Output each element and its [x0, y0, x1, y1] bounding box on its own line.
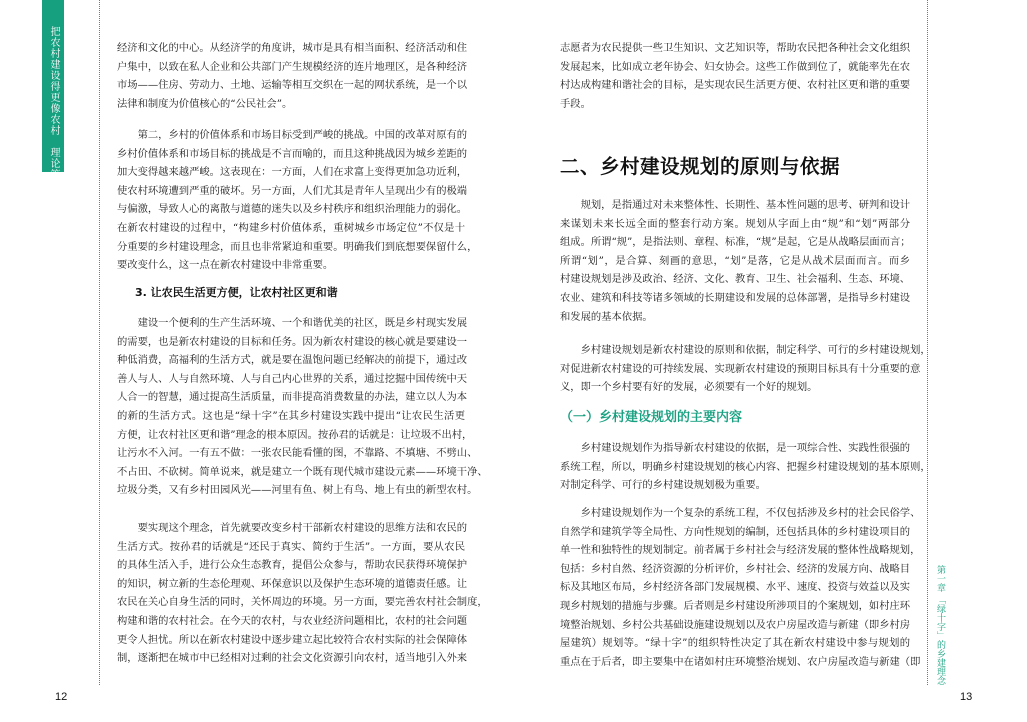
text-line: 更令人担忧。所以在新农村建设中逐步建立起比较符合农村实际的社会保障体 — [117, 633, 468, 646]
text-line: 对制定科学、可行的乡村建设规划极为重要。 — [560, 479, 766, 492]
text-line: 人合一的智慧，通过提高生活质量，而非提高消费数量的办法，建立以人为本 — [117, 391, 468, 404]
text-line: 发展起来，比如成立老年协会、妇女协会。这些工作做到位了，就能率先在农 — [560, 60, 911, 73]
text-line: 对促进新农村建设的可持续发展、实现新农村建设的预期目标具有十分重要的意 — [560, 362, 921, 375]
running-head-left: 把农村建设得更像农村 理论篇 — [48, 26, 59, 180]
text-line: 系统工程，所以，明确乡村建设规划的核心内容、把握乡村建设规划的基本原则， — [560, 460, 931, 473]
right-paragraph-3 — [560, 341, 931, 397]
left-subheading: 3. 让农民生活更方便，让农村社区更和谐 — [135, 286, 338, 299]
running-head-tab — [42, 0, 64, 180]
text-line: 来谋划未来长远全面的整套行动方案。规划从字面上由“规”和“划”两部分 — [560, 217, 910, 230]
right-paragraph-1 — [560, 39, 910, 113]
text-line: 重点在于后者，即主要集中在诸如村庄环境整治规划、农户房屋改造与新建（即 — [560, 655, 921, 668]
left-paragraph-2 — [117, 126, 478, 275]
text-line: 和发展的基本依据。 — [560, 310, 653, 323]
text-line: 垃圾分类，又有乡村田园风光——河里有鱼、树上有鸟、地上有虫的新型农村。 — [117, 484, 478, 497]
subsection-title: （一）乡村建设规划的主要内容 — [560, 410, 743, 425]
text-line: 市场——住房、劳动力、土地、运输等相互交织在一起的网状系统，是一个以 — [117, 79, 468, 92]
text-line: 标及其地区布局，乡村经济各部门发展规模、水平、速度、投资与效益以及实 — [560, 581, 911, 594]
text-line: 乡村建设规划作为一个复杂的系统工程，不仅包括涉及乡村的社会民俗学、 — [580, 507, 921, 519]
text-line: 手段。 — [560, 97, 591, 110]
right-paragraph-4 — [560, 439, 931, 495]
text-line: 建设一个便利的生产生活环境、一个和谐优美的社区，既是乡村现实发展 — [137, 317, 468, 329]
page-number-right: 13 — [960, 691, 973, 703]
text-line: 分重要的乡村建设理念，而且也非常紧迫和重要。明确我们到底想要保留什么， — [117, 240, 478, 253]
text-line: 让污水不入河。一有五不做：一张农民能看懂的图，不靠路、不填塘、不劈山、 — [117, 447, 478, 460]
text-line: 第二，乡村的价值体系和市场目标受到严峻的挑战。中国的改革对原有的 — [137, 129, 468, 141]
text-line: 善人与人、人与自然环境、人与自己内心世界的关系，通过挖掘中国传统中天 — [117, 372, 468, 385]
text-line: 农民在关心自身生活的同时，关怀周边的环境。另一方面，要完善农村社会制度， — [117, 596, 488, 609]
text-line: 户集中，以致在私人企业和公共部门产生规模经济的连片地理区，是各种经济 — [117, 60, 468, 73]
text-line: 在新农村建设的过程中，“构建乡村价值体系，重树城乡市场定位”不仅是十 — [117, 221, 465, 234]
text-line: 构建和谐的农村社会。在今天的农村，与农业经济问题相比，农村的社会问题 — [117, 614, 468, 627]
section-title: 二、乡村建设规划的原则与依据 — [560, 155, 841, 178]
text-line: 乡村建设规划是新农村建设的原则和依据，制定科学、可行的乡村建设规划， — [580, 344, 931, 356]
text-line: 村建设规划是涉及政治、经济、文化、教育、卫生、社会福利、生态、环境、 — [560, 273, 911, 286]
text-line: 现乡村规划的措施与步骤。后者则是乡村建设所涉项目的个案规划，如村庄环 — [560, 599, 911, 612]
text-line: 法律和制度为价值核心的“公民社会”。 — [117, 97, 293, 110]
text-line: 要改变什么，这一点在新农村建设中非常重要。 — [117, 259, 334, 272]
text-line: 村达成构建和谐社会的目标，是实现农民生活更方便、农村社区更和谐的重要 — [560, 79, 911, 92]
text-line: 自然学和建筑学等全局性、方向性规划的编制，还包括具体的乡村建设项目的 — [560, 525, 911, 538]
text-line: 屋建筑）规划等。“绿十字”的组织特性决定了其在新农村建设中参与规划的 — [560, 637, 910, 650]
text-line: 要实现这个理念，首先就要改变乡村干部新农村建设的思维方法和农民的 — [137, 522, 468, 534]
right-paragraph-2 — [560, 196, 910, 326]
text-line: 志愿者为农民提供一些卫生知识、文艺知识等，帮助农民把各种社会文化组织 — [560, 42, 911, 54]
text-line: 单一性和独特性的规划制定。前者属于乡村社会与经济发展的整体性战略规划， — [560, 544, 921, 557]
text-line: 义，即一个乡村要有好的发展，必须要有一个好的规划。 — [560, 381, 818, 394]
text-line: 加大变得越来越严峻。这表现在：一方面，人们在求富上变得更加急功近利， — [117, 166, 468, 179]
page-number-left: 12 — [55, 691, 68, 703]
text-line: 使农村环境遭到严重的破坏。另一方面，人们尤其是青年人呈现出少有的极端 — [117, 184, 468, 197]
text-line: 组成。所谓“规”，是指法则、章程、标准，“规”是起，它是从战略层面而言； — [560, 236, 911, 249]
text-line: 的知识，树立新的生态伦理观、环保意识以及保护生态环境的道德责任感。让 — [117, 577, 468, 590]
left-paragraph-1 — [117, 39, 468, 113]
text-line: 农业、建筑和科技等诸多领域的长期建设和发展的总体部署，是指导乡村建设 — [560, 291, 911, 304]
left-paragraph-3 — [117, 314, 488, 500]
text-line: 的新的生活方式。这也是“绿十字”在其乡村建设实践中提出“让农民生活更 — [117, 409, 465, 422]
text-line: 方便，让农村社区更和谐”理念的根本原因。按孙君的话就是：让垃圾不出村， — [117, 428, 473, 441]
text-line: 的需要，也是新农村建设的目标和任务。因为新农村建设的核心就是要建设一 — [117, 335, 468, 348]
text-line: 经济和文化的中心。从经济学的角度讲，城市是具有相当面积、经济活动和住 — [117, 42, 468, 54]
left-paragraph-4 — [117, 519, 488, 668]
text-line: 境整治规划、乡村公共基础设施建设规划以及农户房屋改造与新建（即乡村房 — [560, 618, 911, 631]
right-paragraph-5 — [560, 504, 921, 671]
text-line: 的具体生活入手，进行公众生态教育，提倡公众参与，帮助农民获得环境保护 — [117, 559, 468, 572]
text-line: 制，逐渐把在城市中已经相对过剩的社会文化资源引向农村，适当地引入外来 — [117, 652, 468, 665]
text-line: 与偏激，导致人心的离散与道德的迷失以及乡村秩序和组织治理能力的弱化。 — [117, 203, 468, 216]
text-line: 所谓“划”，是合算、刻画的意思，“划”是落，它是从战术层面而言。而乡 — [560, 254, 910, 267]
text-line: 不占田、不砍树。简单说来，就是建立一个既有现代城市建设元素——环境干净、 — [117, 465, 488, 478]
running-head-right: 第一章 「绿十字」的乡建理念 — [935, 565, 945, 685]
left-margin-divider — [99, 0, 100, 685]
text-line: 乡村建设规划作为指导新农村建设的依据，是一项综合性、实践性很强的 — [580, 442, 911, 454]
text-line: 种低消费，高福利的生活方式，就是要在温饱问题已经解决的前提下，通过改 — [117, 354, 468, 367]
text-line: 乡村价值体系和市场目标的挑战是不言而喻的，而且这种挑战因为城乡差距的 — [117, 147, 468, 160]
text-line: 规划，是指通过对未来整体性、长期性、基本性问题的思考、研判和设计 — [580, 199, 911, 211]
text-line: 生活方式。按孙君的话就是“还民于真实、简约于生活”。一方面，要从农民 — [117, 540, 465, 553]
text-line: 包括：乡村自然、经济资源的分析评价，乡村社会、经济的发展方向、战略目 — [560, 562, 911, 575]
